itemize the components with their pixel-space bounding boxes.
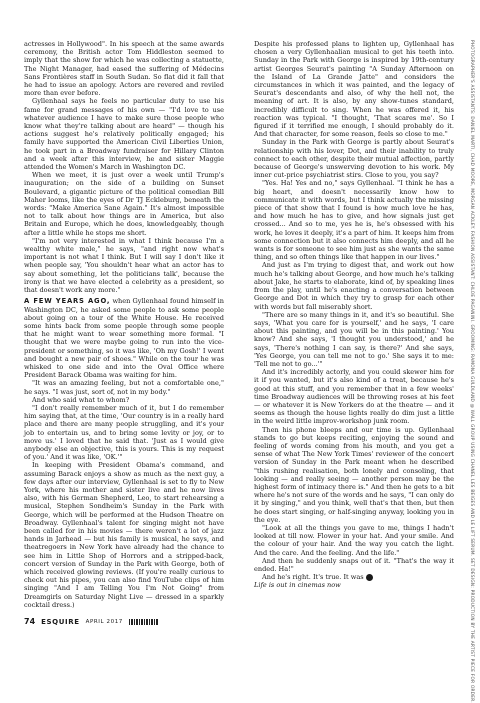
article-paragraph: And who said what to whom? xyxy=(32,395,130,404)
section-lead-paragraph xyxy=(24,297,224,379)
article-paragraph: "Yes. Ha! Yes and no," says Gyllenhaal. "I think he has a big heart, and doesn't necessarily know how to communicate it with words, but I think actually the missing piece of that show that I found is how much love he has, and how much he has to give, and how signals just get crossed... And so to me, yes he is, he's obsessed with his work, he loves it deeply, it's a part of him. It keeps him from some connection but it also connects him deeply, and all he wants is for someone to see him just as she wants the same thing, and so often things like that happen in our lives." xyxy=(254,179,455,262)
article-paragraph: In keeping with President Obama's command, and assuming Barack enjoys a show as much as the next guy, a few days after our interview, Gyllenhaal is set to fly to New York, where his mother and sister live and he now lives also, with his German Shepherd, Leo, to start rehearsing a musical, Stephen Sondheim's Sunday in the Park with George, which will be performed at the Hudson Theatre on Broadway. Gyllenhaal's talent for singing might not have been called for in his movies — there weren't a lot of jazz hands in Jarhead — but his family is musical, he says, and theatregoers in New York have already had the chance to see him in Little Shop of Horrors and a stripped-back, concert version of Sunday in the Park with George, both of which received glowing reviews. (If you're really curious to check out his pipes, you can also find YouTube clips of him singing "And I am Telling You I'm Not Going" from Dreamgirls on Saturday Night Live — dressed in a sparkly cocktail dress.) xyxy=(24,461,224,609)
article-paragraph: And just as I'm trying to digest that, and work out how much he's talking about George, and how much he's talking about Jake, he starts to elaborate, kind of, by speaking lines from the play, until he's enacting a conversation between George and Dot in which they try to grasp for each other with words but fall miserably short. xyxy=(254,261,454,311)
article-paragraph: Despite his professed plans to lighten up, Gyllenhaal has chosen a very Gyllenhaalian musical to get his teeth into. Sunday in the Park with George is inspired by 19th-century artist Georges Seurat's painting "A Sunday Afternoon on the Island of La Grande Jatte" and considers the circumstances in which it was painted, and the legacy of Seurat's descendants and also, of why the hell not, the meaning of art. It is also, by any show-tunes standard, incredibly difficult to sing. When he was offered it, his reaction was typical. "I thought, 'That scares me'. So I figured if it terrified me enough, I should probably do it. And that character, for some reason, feels so close to me." xyxy=(254,40,454,139)
article-column-right xyxy=(254,40,454,592)
article-paragraph: "Look at all the things you gave to me, things I hadn't looked at till now. Flower in your hat. And your smile. And the colour of your hair. And the way you catch the light. And the care. And the feeling. And the life." xyxy=(254,523,454,557)
page-footer xyxy=(24,617,159,626)
article-paragraph: Then his phone bleeps and our time is up. Gyllenhaal stands to go but keeps reciting, enjoying the sound and feeling of words coming from his mouth, and you get a sense of what The New York Times' reviewer of the concert version of Sunday in the Park meant when he described "this rushing realisation, both lonely and consoling, that looking — and really seeing — another person may be the highest form of intimacy there is." And then he gets to a bit where he's not sure of the words and he says, "I can only do it by singing," and you think, well that's that then, but then he does start singing, or half-singing anyway, looking you in the eye. xyxy=(254,425,454,524)
article-text: when Gyllenhaal found himself in Washington DC, he asked some people to ask some people about going on a tour of the White House. He received some hints back from some people through some people that he might want to wear something more formal. "I thought that we were maybe going to run into the vice-president or something, so it was like, 'Oh my Gosh!' I went and bought a new pair of shoes." While on the tour he was whisked to one side and into the Oval Office where President Barack Obama was waiting for him. xyxy=(24,297,224,380)
article-paragraph: "I don't really remember much of it, but I do remember him saying that, at the time, 'Our country is in a really hard place and there are many people struggling, and it's your job to entertain us, and to bring some levity or joy, or to move us.' I loved that he said that. 'Just as I would give anybody else an objective, this is yours. This is my request of you.' And it was like, 'OK.'" xyxy=(24,403,224,462)
magazine-name: ESQUIRE xyxy=(41,617,80,626)
issue-date: APRIL 2017 xyxy=(85,618,123,625)
barcode-icon xyxy=(129,619,159,625)
article-paragraph: Gyllenhaal says he feels no particular duty to use his fame for grand messages of his own — "I'd love to use whatever audience I have to make sure those people who know what they're talking about are heard" — though his actions suggest he's relatively politically engaged; his family have supported the American Civil Liberties Union, he took part in a Broadway fundraiser for Hillary Clinton and a week after this interview, he and sister Maggie attended the Women's March in Washington DC. xyxy=(24,97,224,172)
article-paragraph: And it's incredibly actorly, and you could skewer him for it if you wanted, but it's also kind of a treat, because he's good at this stuff, and you remember that in a few weeks' time Broadway audiences will be throwing roses at his feet — or whatever it is New Yorkers do at the theatre — and it seems as though the house lights really do dim just a little in the weird little improv-workshop junk room. xyxy=(254,368,454,426)
article-column-left xyxy=(24,40,224,609)
article-paragraph: And then he suddenly snaps out of it. "That's the way it ended. Ha!" xyxy=(254,556,454,573)
article-paragraph: "There are so many things in it, and it's so beautiful. She says, 'What you care for is yourself,' and he says, 'I care about this painting, and you will be in this painting.' You know? And she says, 'I thought you understood,' and he says, 'There's nothing I can say, is there?' And she says, 'Yes George, you can tell me not to go.' She says it to me: 'Tell me not to go...'" xyxy=(254,310,454,368)
photo-credits-text: PHOTOGRAPHER'S ASSISTANTS: DANIEL MARTI, CHAD MOORE, MORGAN ACKLEY. FASHION ASSISTANT: CHLOE PAGANINI. GROOMING: RAMONA GULDLAND @ WALL GROUP USING CHANEL LES BEIGES AND LE LIFT SERUM. SET DESIGN: PRODUCTION BY THE ARTIST PIECE FOR ORDER. xyxy=(470,40,475,703)
article-paragraph: actresses in Hollywood". In his speech at the same awards ceremony, the British actor Tom Hiddleston seemed to imply that the show for which he was collecting a statuette, The Night Manager, had eased the suffering of Médecins Sans Frontières staff in South Sudan. So flat did it fall that he had to issue an apology. Actors are revered and reviled more than ever before. xyxy=(24,40,224,98)
page-number: 74 xyxy=(24,617,36,626)
article-paragraph: "I'm not very interested in what I think because I'm a wealthy white male," he says, "and right now what's important is not what I think. But I will say I don't like it when people say, 'You shouldn't hear what an actor has to say about something, let the politicians talk', because the irony is that we have elected a celebrity as a president, so that doesn't work any more." xyxy=(24,236,224,295)
section-lead-in: A FEW YEARS AGO, xyxy=(24,297,111,306)
article-paragraph: When we meet, it is just over a week until Trump's inauguration; on the side of a building on Sunset Boulevard, a gigantic picture of the political comedian Bill Maher looms, like the eyes of Dr TJ Eckleburg, beneath the words: "Make America Sane Again." It's almost impossible not to talk about how things are in America, but also Britain and Europe, which he does, knowledgeably, though after a little while he stops me short. xyxy=(24,171,224,237)
article-ending xyxy=(254,573,454,581)
end-mark-icon: E xyxy=(366,574,373,581)
photo-credits xyxy=(468,40,476,703)
film-release-note: Life is out in cinemas now xyxy=(254,581,341,590)
article-paragraph: "It was an amazing feeling, but not a comfortable one," he says. "I was just, sort of, not in my body." xyxy=(24,379,224,396)
article-paragraph: Sunday in the Park with George is partly about Seurat's relationship with his lover, Dot, and their inability to truly connect to each other, despite their mutual affection, partly because of George's unswerving devotion to his work. My inner cut-price psychiatrist stirs. Close to you, you say? xyxy=(254,138,454,180)
article-text: And he's right. It's true. It was xyxy=(262,573,364,582)
